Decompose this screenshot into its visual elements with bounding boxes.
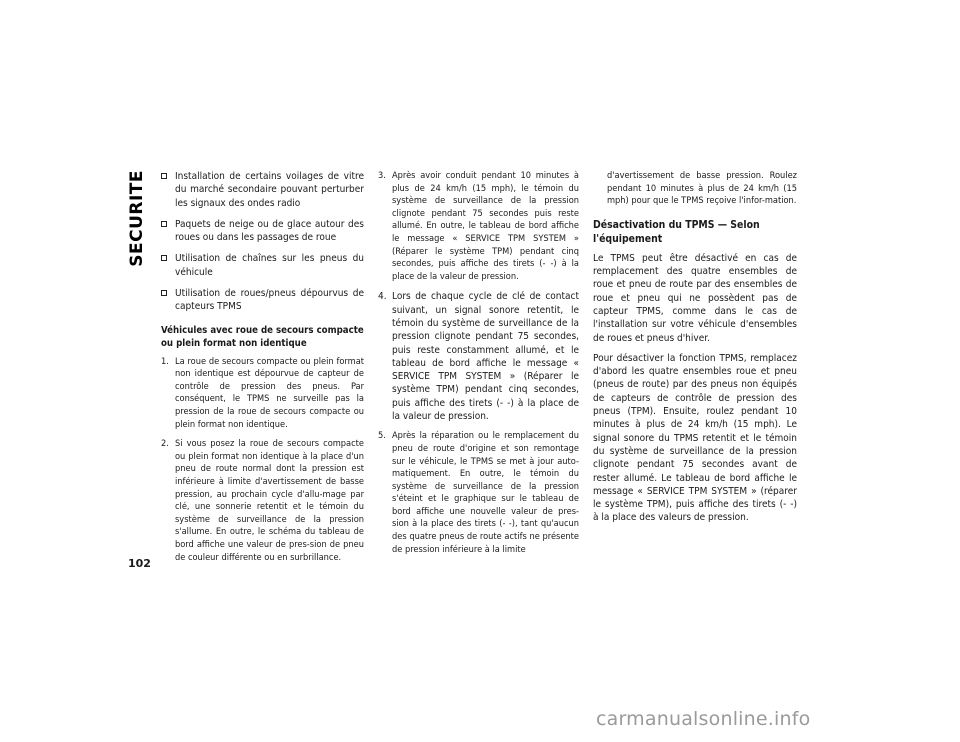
watermark: carmanualsonline.info [596, 708, 811, 730]
list-item: Utilisation de chaînes sur les pneus du véhicule [161, 252, 364, 279]
numbered-item: 3. Après avoir conduit pendant 10 minutes à plus de 24 km/h (15 mph), le témoin du système de surveillance de la pression clignote pendant 75 secondes puis reste allumé. En outre, le tableau de bord affiche le message « SERVICE TPM SYSTEM » (Réparer le système TPM) pendant cinq secondes, puis affiche des tirets (- -) à la place de la valeur de pression. [378, 170, 579, 282]
page-number: 102 [128, 557, 151, 570]
numbered-item: 5. Après la réparation ou le remplacement du pneu de route d'origine et son remontage sur le véhicule, le TPMS se met à jour auto-matiquement. En outre, le témoin du système de surveillance de la pression s'éteint et le graphique sur le tableau de bord affiche une nouvelle valeur de pres-sion à la place des tirets (- -), tant qu'aucun des quatre pneus de route actifs ne présente de pression inférieure à la limite [378, 430, 579, 555]
paragraph: Pour désactiver la fonction TPMS, remplacez d'abord les quatre ensembles roue et pneu (pneus de route) par des pneus non équipés de capteurs de contrôle de pression des pneus (TPM). Ensuite, roulez pendant 10 minutes à plus de 24 km/h (15 mph). Le signal sonore du TPMS retentit et le témoin du système de surveillance de la pression clignote pendant 75 secondes avant de rester allumé. Le tableau de bord affiche le message « SERVICE TPM SYSTEM » (réparer le système TPM), puis affiche des tirets (- -) à la place des valeurs de pression. [593, 352, 797, 524]
checkbox-bullet-icon [161, 255, 167, 261]
column-1 [161, 170, 364, 571]
column-3 [593, 170, 797, 532]
checkbox-bullet-icon [161, 173, 167, 179]
column-2 [378, 170, 579, 563]
list-item: Paquets de neige ou de glace autour des roues ou dans les passages de roue [161, 218, 364, 245]
numbered-item: 2. Si vous posez la roue de secours compacte ou plein format non identique à la place d'un pneu de route normal dont la pression est inférieure à limite d'avertissement de basse pression, au prochain cycle d'allu-mage par clé, une sonnerie retentit et le témoin du système de surveillance de la pression s'allume. En outre, le schéma du tableau de bord affiche une valeur de pres-sion de pneu de couleur différente ou en surbrillance. [161, 438, 364, 563]
checkbox-bullet-icon [161, 221, 167, 227]
numbered-item: 1. La roue de secours compacte ou plein format non identique est dépourvue de capteur de contrôle de pression des pneus. Par conséquent, le TPMS ne surveille pas la pression de la roue de secours compacte ou plein format non identique. [161, 355, 364, 430]
subheading: Véhicules avec roue de secours compacte ou plein format non identique [161, 324, 364, 349]
section-heading: Désactivation du TPMS — Selon l'équipement [593, 218, 760, 245]
section-tab: SECURITE [127, 170, 147, 267]
paragraph: Le TPMS peut être désactivé en cas de remplacement des quatre ensembles de roue et pneu de route par des ensembles de roue et pneu qui ne possèdent pas de capteur TPMS, comme dans le cas de l'installation sur votre véhicule d'ensembles de roues et pneus d'hiver. [593, 252, 797, 344]
numbered-item: 4. Lors de chaque cycle de clé de contact suivant, un signal sonore retentit, le témoin du système de surveillance de la pression clignote pendant 75 secondes, puis reste constamment allumé, et le tableau de bord affiche le message « SERVICE TPM SYSTEM » (Réparer le système TPM) pendant cinq secondes, puis affiche des tirets (- -) à la place de la valeur de pression. [378, 291, 579, 423]
checkbox-bullet-icon [161, 290, 167, 296]
list-item: Installation de certains voilages de vitre du marché secondaire pouvant perturber les signaux des ondes radio [161, 170, 364, 210]
continued-text: d'avertissement de basse pression. Roulez pendant 10 minutes à plus de 24 km/h (15 mph) pour que le TPMS reçoive l'infor-mation. [607, 170, 797, 207]
list-item: Utilisation de roues/pneus dépourvus de capteurs TPMS [161, 287, 364, 314]
